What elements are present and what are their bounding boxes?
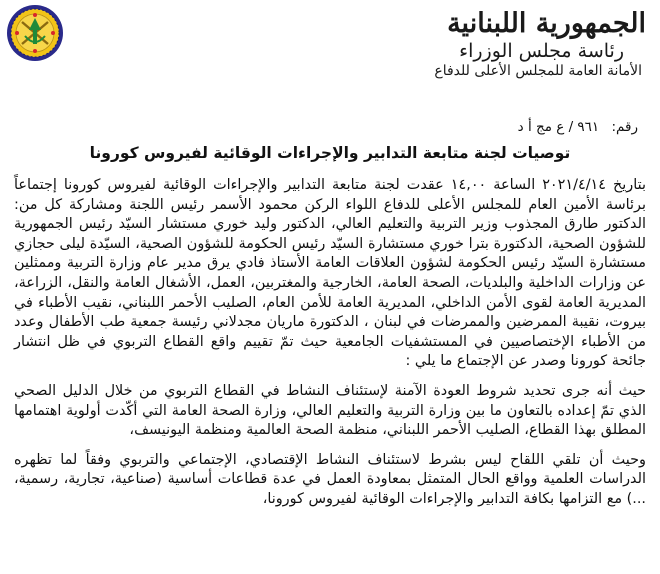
paragraph-meeting: بتاريخ ٢٠٢١/٤/١٤ الساعة ١٤,٠٠ عقدت لجنة متابعة التدابير والإجراءات الوقائية لفيروس كورونا إجتماعاً برئاسة الأمين العام للمجلس الأعلى للدفاع اللواء الركن محمود الأسمر رئيس اللجنة ومشاركة كل من: الدكتور طارق المجذوب وزير التربية والتعليم العالي، الدكتور وليد خوري مستشار السيّد رئيس الجمهورية للشؤون الصحية، الدكتورة بترا خوري مستشارة السيّد رئيس الحكومة للشؤون الصحية، السيّدة ليلى حجازي مستشارة السيّد رئيس الحكومة لشؤون العلاقات العامة الأستاذ فادي يرق مدير عام وزارة التربية وممثلين عن وزارات الداخلية والبلديات، الصحة العامة، الخارجية والمغتربين، العمل، الأشغال العامة والنقل، الزراعة، المديرية العامة لقوى الأمن الداخلي، المديرية العامة للأمن العام، الصليب الأحمر اللبناني، نقيب الأطباء في بيروت، نقيبة الممرضين والممرضات في لبنان ، الدكتورة ماريان مجدلاني رئيسة جمعية طب الأطفال وعدد من الأطباء الإختصاصيين في المستشفيات الجامعية حيث تمّ تقييم واقع القطاع التربوي في ظل انتشار جائحة كورونا وصدر عن الإجتماع ما يلي : xyxy=(14,177,646,370)
letterhead-secretariat: الأمانة العامة للمجلس الأعلى للدفاع xyxy=(434,63,642,79)
reference-value: ٩٦١ / ع مج أ د xyxy=(517,119,600,135)
reference-number xyxy=(518,119,638,135)
document-body xyxy=(14,176,646,510)
paragraph-vaccine: وحيث أن تلقي اللقاح ليس بشرط لاستئناف النشاط الإقتصادي، الإجتماعي والتربوي وفقاً لما تظهره الدراسات العلمية وواقع الحال المتمثل بمعاودة العمل في عدة قطاعات أساسية (صناعية، تجارية، رسمية، ...) مع التزامها بكافة التدابير والإجراءات الوقائية لفيروس كورونا، xyxy=(14,451,646,507)
letterhead-presidency: رئاسة مجلس الوزراء xyxy=(459,40,624,62)
document-title: توصيات لجنة متابعة التدابير والإجراءات الوقائية لفيروس كورونا xyxy=(89,144,571,162)
reference-label: رقم: xyxy=(611,119,638,135)
letterhead-republic: الجمهورية اللبنانية xyxy=(447,8,646,39)
letterhead xyxy=(406,8,646,80)
lebanese-army-emblem-icon xyxy=(6,4,64,62)
paragraph-safe-return: حيث أنه جرى تحديد شروط العودة الآمنة لإستئناف النشاط في القطاع التربوي من خلال الدليل الصحي الذي تمّ إعداده بالتعاون ما بين وزارة التربية والتعليم العالي، وزارة الصحة العامة التي أكّدت أولوية اهتمامها المطلق بهذا القطاع، الصليب الأحمر اللبناني، منظمة الصحة العالمية ومنظمة اليونيسف، xyxy=(14,382,646,439)
